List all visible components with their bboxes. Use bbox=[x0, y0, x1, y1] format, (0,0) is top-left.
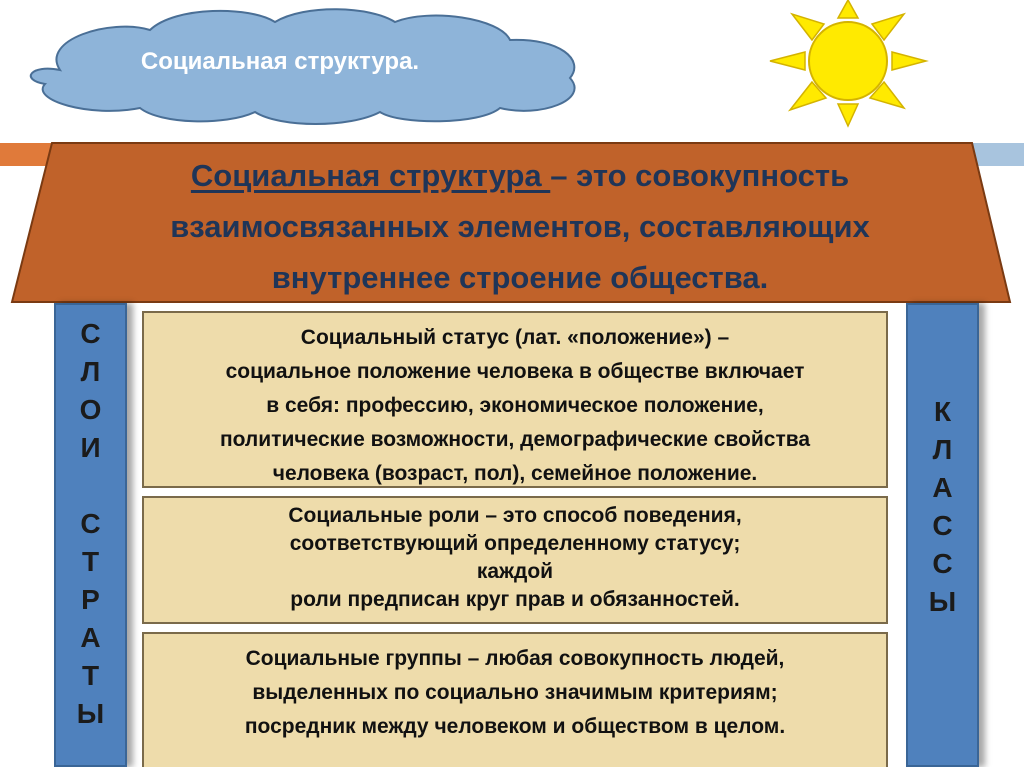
left-pillar-letter: И bbox=[80, 432, 101, 463]
sun-icon bbox=[770, 0, 926, 126]
definition-line-2: взаимосвязанных элементов, составляющих bbox=[170, 209, 870, 244]
left-pillar-letter: А bbox=[80, 622, 101, 653]
box-line: Социальные роли – это способ поведения, bbox=[288, 504, 742, 527]
social-groups-box bbox=[142, 632, 888, 767]
box-line: в себя: профессию, экономическое положение, bbox=[266, 394, 764, 417]
right-pillar-letter: С bbox=[932, 548, 953, 579]
left-pillar bbox=[54, 303, 127, 767]
definition-text bbox=[70, 150, 970, 303]
box-line: роли предписан круг прав и обязанностей. bbox=[290, 588, 740, 611]
left-pillar-letter: С bbox=[80, 508, 101, 539]
box-line: выделенных по социально значимым критериям; bbox=[252, 681, 778, 704]
left-pillar-letter: С bbox=[80, 318, 101, 349]
left-pillar-letter: Л bbox=[80, 356, 101, 387]
box-line: социальное положение человека в обществе включает bbox=[225, 360, 805, 383]
left-pillar-letter: Р bbox=[81, 584, 100, 615]
left-pillar-letter bbox=[56, 467, 125, 505]
box-line: политические возможности, демографические свойства bbox=[219, 428, 811, 451]
left-pillar-letter: Т bbox=[81, 660, 100, 691]
definition-term: Социальная структура bbox=[190, 158, 551, 193]
definition-line-1 bbox=[70, 150, 970, 201]
box-line: каждой bbox=[476, 560, 554, 583]
definition-line-1-rest: – это совокупность bbox=[550, 158, 850, 193]
right-pillar-letter: С bbox=[932, 510, 953, 541]
right-pillar-label bbox=[908, 393, 977, 621]
box-line: посредник между человеком и обществом в целом. bbox=[244, 715, 786, 738]
right-pillar-letter: Л bbox=[932, 434, 953, 465]
definition-line-3: внутреннее строение общества. bbox=[271, 260, 769, 295]
right-pillar bbox=[906, 303, 979, 767]
box-line: Социальный статус (лат. «положение») – bbox=[300, 326, 730, 349]
cloud-title: Социальная структура. bbox=[140, 48, 420, 75]
left-pillar-label bbox=[56, 315, 125, 733]
right-pillar-letter: А bbox=[932, 472, 953, 503]
social-roles-box bbox=[142, 496, 888, 624]
box-line: Социальные группы – любая совокупность людей, bbox=[245, 647, 785, 670]
box-line: человека (возраст, пол), семейное положение. bbox=[272, 462, 758, 485]
left-pillar-letter: Ы bbox=[76, 698, 105, 729]
box-line: соответствующий определенному статусу; bbox=[289, 532, 741, 555]
right-pillar-letter: Ы bbox=[928, 586, 957, 617]
right-pillar-letter: К bbox=[933, 396, 952, 427]
left-pillar-letter: О bbox=[79, 394, 102, 425]
social-status-box bbox=[142, 311, 888, 488]
left-pillar-letter: Т bbox=[81, 546, 100, 577]
